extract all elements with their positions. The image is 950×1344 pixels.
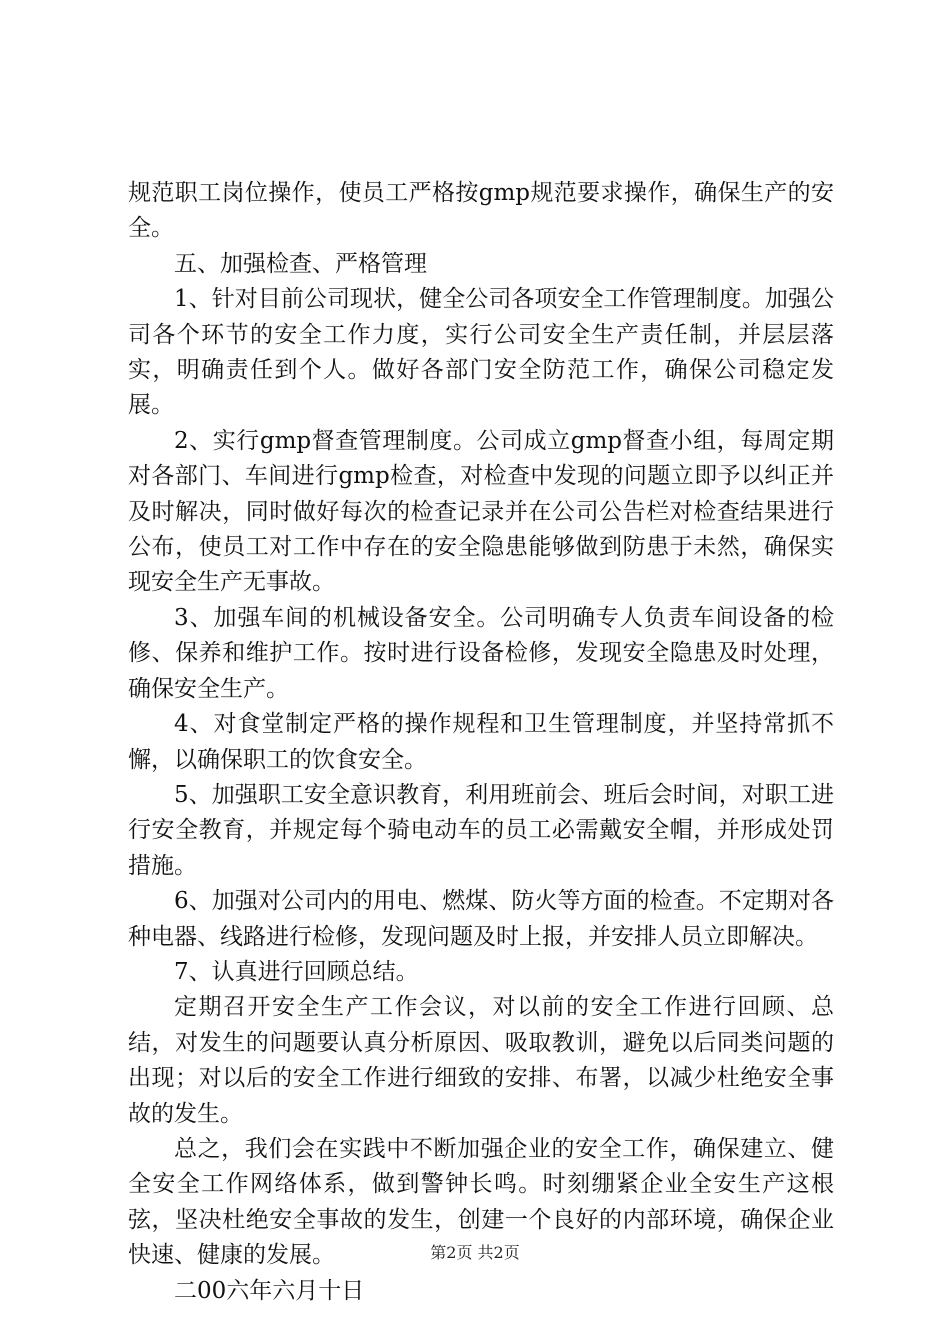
paragraph-continuation: 规范职工岗位操作，使员工严格按gmp规范要求操作，确保生产的安全。 [128,180,834,242]
paragraph-item-6: 6、加强对公司内的用电、燃煤、防火等方面的检查。不定期对各种电器、线路进行检修，发现问题及时上报，并安排人员立即解决。 [128,888,834,950]
section-heading: 五、加强检查、严格管理 [174,250,427,277]
paragraph-item-7: 7、认真进行回顾总结。 [174,958,419,985]
paragraph-item-2: 2、实行gmp督查管理制度。公司成立gmp督查小组，每周定期对各部门、车间进行gmp检查，对检查中发现的问题立即予以纠正并及时解决，同时做好每次的检查记录并在公司公告栏对检查结果进行公布，使员工对工作中存在的安全隐患能够做到防患于未然，确保实现安全生产无事故。 [128,427,834,596]
paragraph-item-3: 3、加强车间的机械设备安全。公司明确专人负责车间设备的检修、保养和维护工作。按时进行设备检修，发现安全隐患及时处理，确保安全生产。 [128,604,834,702]
page-number-footer: 第2页 共2页 [430,1243,520,1262]
paragraph-conclusion: 总之，我们会在实践中不断加强企业的安全工作，确保建立、健全安全工作网络体系，做到警钟长鸣。时刻绷紧企业全安生产这根弦，坚决杜绝安全事故的发生，创建一个良好的内部环境，确保企业快速、健康的发展。 [128,1135,834,1269]
document-body [128,176,834,1309]
paragraph-review: 定期召开安全生产工作会议，对以前的安全工作进行回顾、总结，对发生的问题要认真分析原因、吸取教训，避免以后同类问题的出现；对以后的安全工作进行细致的安排、布署，以减少杜绝安全事故的发生。 [128,994,834,1127]
paragraph-item-4: 4、对食堂制定严格的操作规程和卫生管理制度，并坚持常抓不懈，以确保职工的饮食安全。 [128,711,834,773]
document-date: 二00六年六月十日 [174,1277,365,1304]
paragraph-item-1: 1、针对目前公司现状，健全公司各项安全工作管理制度。加强公司各个环节的安全工作力度，实行公司安全生产责任制，并层层落实，明确责任到个人。做好各部门安全防范工作，确保公司稳定发展。 [128,286,834,419]
paragraph-item-5: 5、加强职工安全意识教育，利用班前会、班后会时间，对职工进行安全教育，并规定每个骑电动车的员工必需戴安全帽，并形成处罚措施。 [128,781,834,879]
